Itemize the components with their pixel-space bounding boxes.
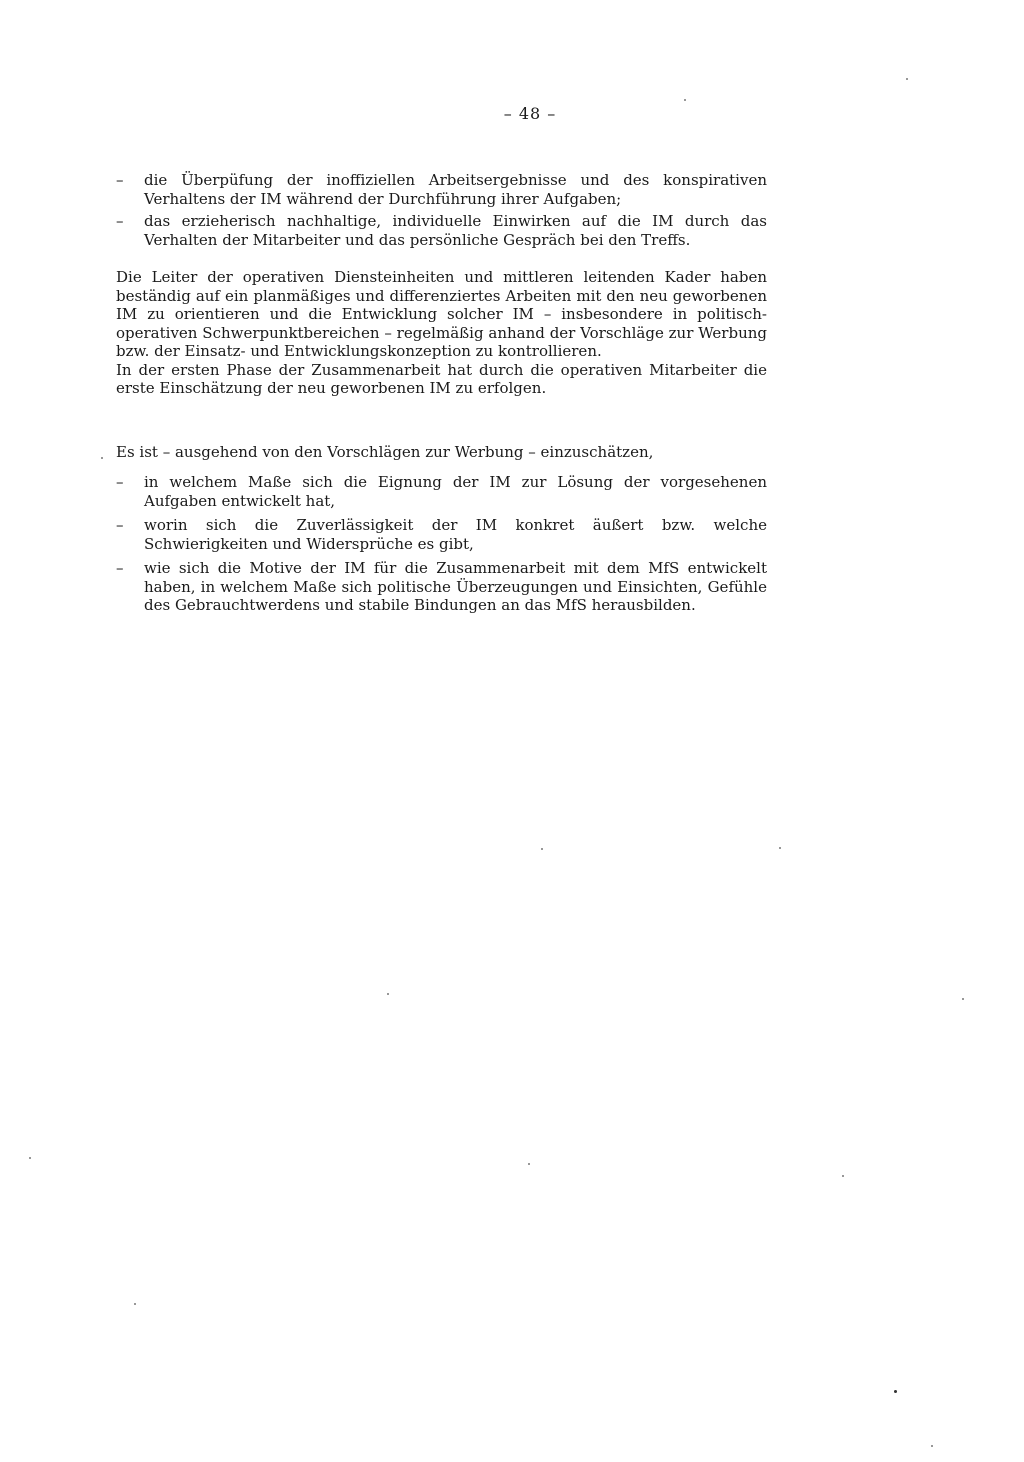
list-dash: – — [116, 516, 124, 534]
list-item — [116, 212, 767, 249]
scan-speck — [134, 1303, 136, 1305]
list-item — [116, 473, 767, 510]
paragraph-block — [116, 268, 767, 398]
list-dash: – — [116, 171, 124, 189]
bullet-list-2 — [116, 473, 767, 615]
scan-speck — [931, 1445, 933, 1447]
scan-speck — [387, 993, 389, 995]
list-item — [116, 559, 767, 615]
list-item-text: in welchem Maße sich die Eignung der IM zur Lösung der vorgesehenen Aufgaben entwickelt hat, — [144, 473, 767, 510]
list-item-text: das erzieherisch nachhaltige, individuelle Einwirken auf die IM durch das Verhalten der Mitarbeiter und das persönliche Gespräch bei den Treffs. — [144, 212, 767, 249]
paragraph: Die Leiter der operativen Diensteinheiten und mittleren leitenden Kader haben beständig auf ein planmäßiges und differenziertes Arbeiten mit den neu geworbenen IM zu orientieren und die Entwicklung solcher IM – insbesondere in politisch-operativen Schwerpunktbereichen – regelmäßig anhand der Vorschläge zur Werbung bzw. der Einsatz- und Entwicklungskonzeption zu kontrollieren. — [116, 268, 767, 360]
page-number: – 48 – — [503, 104, 557, 123]
scan-speck — [894, 1390, 897, 1393]
list-dash: – — [116, 473, 124, 491]
list-item — [116, 171, 767, 208]
paragraph: Es ist – ausgehend von den Vorschlägen zur Werbung – einzuschätzen, — [116, 443, 654, 461]
scan-speck — [962, 998, 964, 1000]
list-dash: – — [116, 559, 124, 577]
scan-speck — [842, 1175, 844, 1177]
scan-speck — [541, 848, 543, 850]
list-dash: – — [116, 212, 124, 230]
scan-speck — [779, 847, 781, 849]
scan-speck — [29, 1157, 31, 1159]
list-item — [116, 516, 767, 553]
list-item-text: wie sich die Motive der IM für die Zusammenarbeit mit dem MfS entwickelt haben, in welchem Maße sich politische Überzeugungen und Einsichten, Gefühle des Gebrauchtwerdens und stabile Bindungen an das MfS herausbilden. — [144, 559, 767, 614]
bullet-list-1 — [116, 171, 767, 249]
list-item-text: die Überpüfung der inoffiziellen Arbeitsergebnisse und des konspirativen Verhaltens der IM während der Durchführung ihrer Aufgaben; — [144, 171, 767, 208]
scan-speck — [101, 457, 103, 459]
intro-sentence-block — [116, 443, 767, 462]
scan-speck — [684, 99, 686, 101]
paragraph: In der ersten Phase der Zusammenarbeit hat durch die operativen Mitarbeiter die erste Einschätzung der neu geworbenen IM zu erfolgen. — [116, 360, 767, 397]
scan-speck — [906, 78, 908, 80]
list-item-text: worin sich die Zuverlässigkeit der IM konkret äußert bzw. welche Schwierigkeiten und Widersprüche es gibt, — [144, 516, 767, 553]
scan-speck — [528, 1163, 530, 1165]
